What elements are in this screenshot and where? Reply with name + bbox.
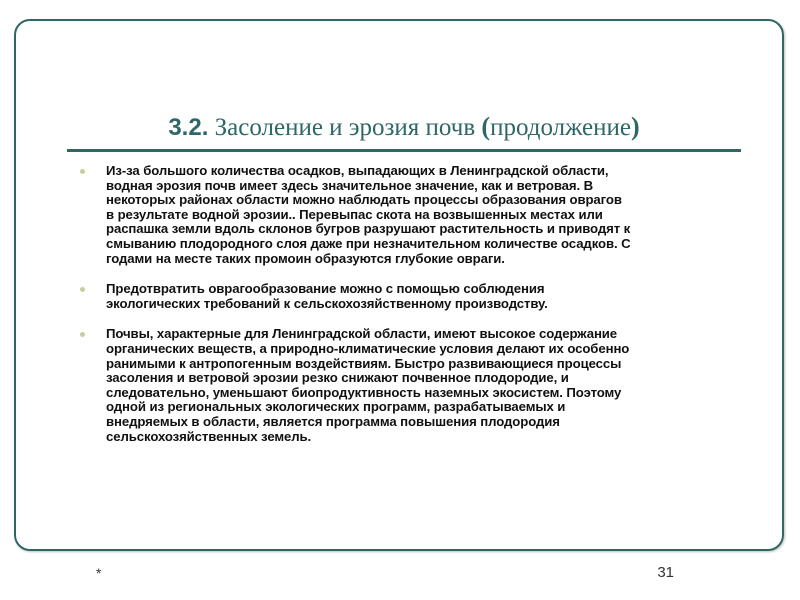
bullet-line: Почвы, характерные для Ленинградской области, имеют высокое содержание	[106, 326, 618, 342]
title-number: 3.2.	[168, 114, 209, 141]
bullet-line: некоторых районах области можно наблюдать процессы образования оврагов	[106, 192, 622, 208]
bullet-line: Предотвратить оврагообразование можно с помощью соблюдения	[106, 281, 545, 297]
bullet-line: годами на месте таких промоин образуются глубокие овраги.	[106, 250, 505, 266]
bullet-line: органических веществ, а природно-климатические условия делают их особенно	[106, 340, 630, 356]
title-text: Засоление и эрозия почв	[208, 114, 482, 141]
bullet-line: в результате водной эрозии.. Перевыпас скота на возвышенных местах или	[106, 206, 603, 222]
bullet-dot-icon	[80, 332, 85, 337]
bullet-line: смыванию плодородного слоя даже при незначительном количестве осадков. С	[106, 235, 631, 251]
title-underline	[67, 149, 741, 152]
bullet-dot-icon	[80, 287, 85, 292]
bullet-line: засоления и ветровой эрозии резко снижают почвенное плодородие, и	[106, 370, 569, 386]
bullet-line: ранимыми к антропогенным воздействиям. Быстро развивающиеся процессы	[106, 355, 622, 371]
bullet-item	[80, 327, 750, 444]
bullet-item	[80, 164, 750, 266]
bullet-dot-icon	[80, 169, 85, 174]
bullet-line: одной из региональных экологических программ, разрабатываемых и	[106, 399, 566, 415]
bullet-line: экологических требований к сельскохозяйственному производству.	[106, 295, 548, 311]
title-paren-open: (	[481, 112, 491, 141]
bullet-line: Из-за большого количества осадков, выпадающих в Ленинградской области,	[106, 163, 609, 178]
bullet-line: распашка земли вдоль склонов бугров разрушают растительность и приводят к	[106, 221, 631, 237]
bullet-line: сельскохозяйственных земель.	[106, 428, 312, 444]
footer-date-placeholder: *	[96, 565, 102, 581]
slide-number: 31	[657, 564, 674, 581]
bullet-item	[80, 282, 750, 311]
bullet-list	[80, 164, 750, 460]
title-paren-close: )	[631, 112, 640, 141]
title-paren-text: продолжение	[490, 114, 631, 141]
bullet-line: внедряемых в области, является программа повышения плодородия	[106, 413, 560, 429]
bullet-line: водная эрозия почв имеет здесь значительное значение, как и ветровая. В	[106, 177, 594, 193]
slide-title	[67, 112, 741, 142]
bullet-line: следовательно, уменьшают биопродуктивность наземных экосистем. Поэтому	[106, 384, 622, 400]
